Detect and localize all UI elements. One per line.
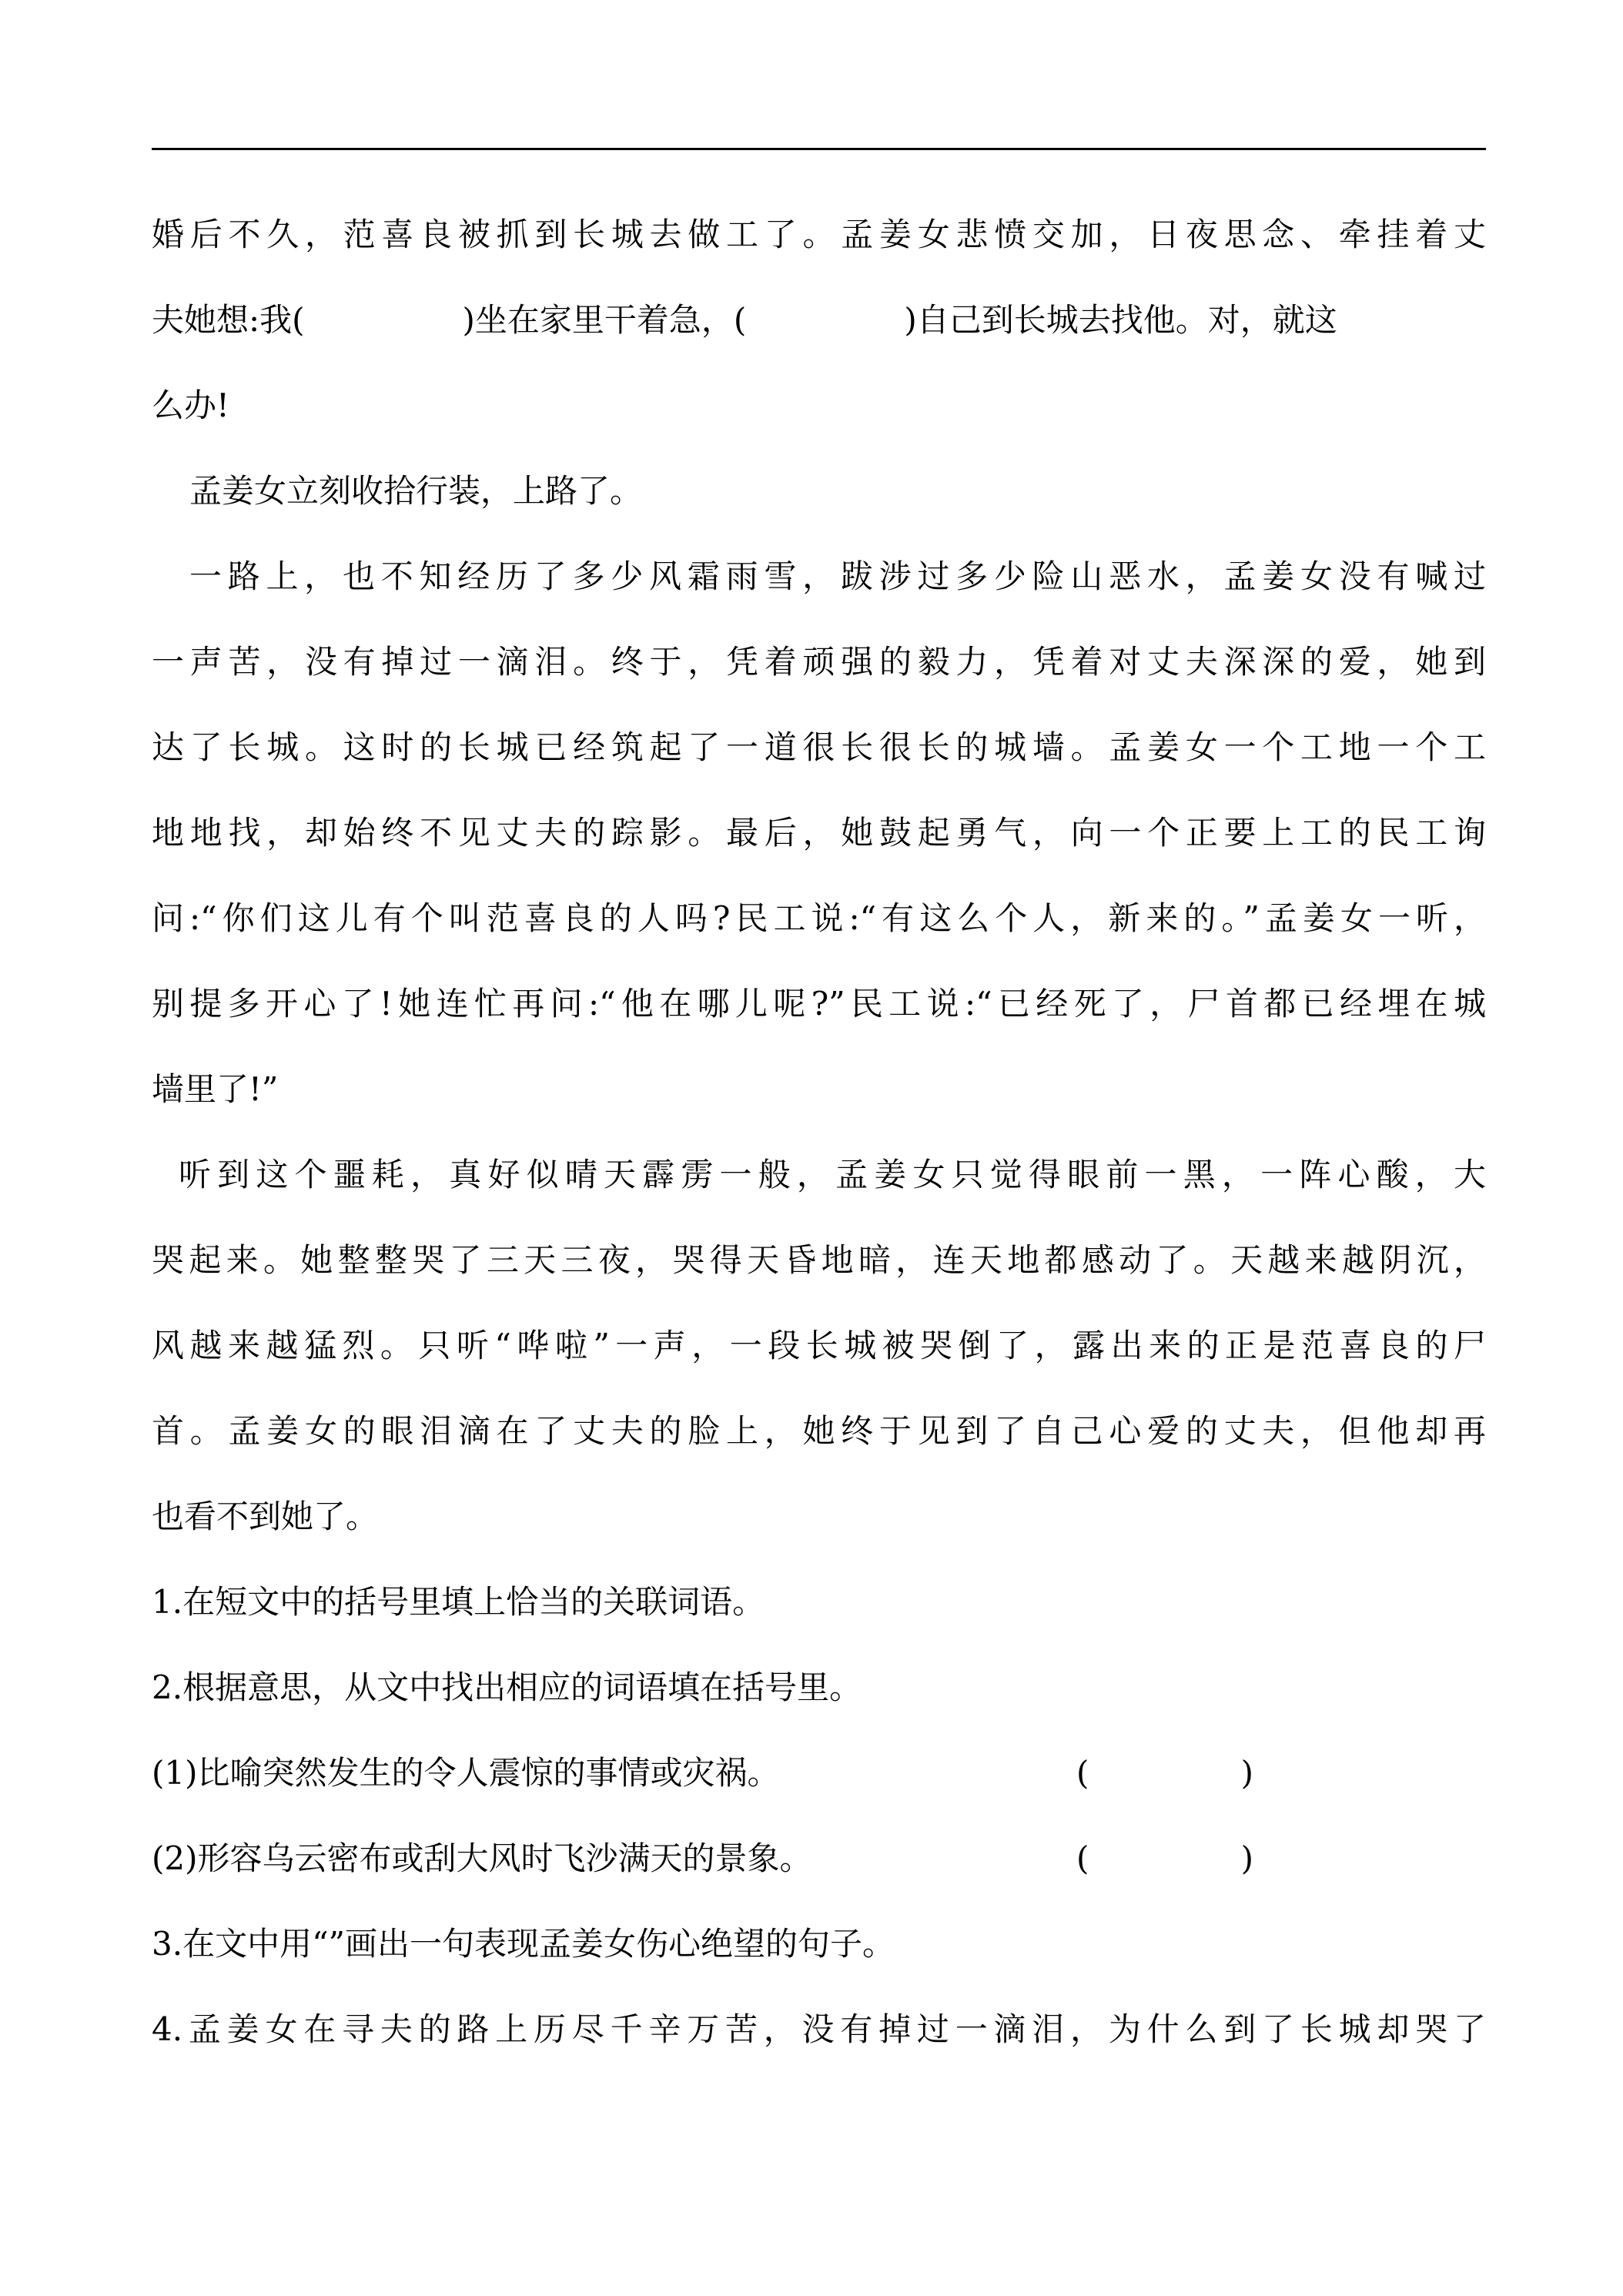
para4-line1: 听到这个噩耗，真好似晴天霹雳一般，孟姜女只觉得眼前一黑，一阵心酸，大 [179,1156,1486,1193]
para4-line2: 哭起来。她整整哭了三天三夜，哭得天昏地暗，连天地都感动了。天越来越阴沉， [152,1241,1486,1279]
question-3: 3.在文中用“”画出一句表现孟姜女伤心绝望的句子。 [152,1925,895,1963]
answer-blank-2-2[interactable] [1076,1828,1253,1889]
para1-line1: 婚后不久，范喜良被抓到长城去做工了。孟姜女悲愤交加，日夜思念、牵挂着丈 [152,216,1486,253]
para3-line4: 地地找，却始终不见丈夫的踪影。最后，她鼓起勇气，向一个正要上工的民工询 [152,814,1486,852]
para3-line2: 一声苦，没有掉过一滴泪。终于，凭着顽强的毅力，凭着对丈夫深深的爱，她到 [152,643,1486,681]
header-rule [152,148,1486,150]
para1-line3: 么办! [152,387,229,424]
question-2-2: (2)形容乌云密布或刮大风时飞沙满天的景象。 [152,1839,812,1877]
para1-line2-c: )自己到长城去找他。对，就这 [904,301,1337,339]
question-4: 4.孟姜女在寻夫的路上历尽千辛万苦，没有掉过一滴泪，为什么到了长城却哭了 [152,2010,1486,2048]
para1-line2 [152,290,1486,351]
para3-line1: 一路上，也不知经历了多少风霜雨雪，跋涉过多少险山恶水，孟姜女没有喊过 [189,557,1486,595]
question-1: 1.在短文中的括号里填上恰当的关联词语。 [152,1583,765,1621]
para3-line6: 别提多开心了!她连忙再问:“他在哪儿呢?”民工说:“已经死了，尸首都已经埋在城 [152,985,1486,1022]
answer-paren-close: ) [1240,1754,1253,1792]
answer-paren-open: ( [1076,1839,1089,1877]
answer-blank-2-1[interactable] [1076,1742,1253,1804]
para4-line3: 风越来越猛烈。只听“哗啦”一声，一段长城被哭倒了，露出来的正是范喜良的尸 [152,1327,1486,1364]
para1-line2-b: )坐在家里干着急，( [462,301,747,339]
para4-line5: 也看不到她了。 [152,1498,379,1535]
para2-line1: 孟姜女立刻收拾行装，上路了。 [189,472,643,510]
para3-line5: 问:“你们这儿有个叫范喜良的人吗?民工说:“有这么个人，新来的。”孟姜女一听， [152,899,1486,937]
question-2: 2.根据意思，从文中找出相应的词语填在括号里。 [152,1668,862,1706]
answer-paren-close: ) [1240,1839,1253,1877]
question-2-1: (1)比喻突然发生的令人震惊的事情或灾祸。 [152,1754,780,1792]
para4-line4: 首。孟姜女的眼泪滴在了丈夫的脸上，她终于见到了自己心爱的丈夫，但他却再 [152,1412,1486,1450]
para3-line7: 墙里了!” [152,1070,279,1108]
para1-line2-a: 夫她想:我( [152,301,305,339]
answer-paren-open: ( [1076,1754,1089,1792]
para3-line3: 达了长城。这时的长城已经筑起了一道很长很长的城墙。孟姜女一个工地一个工 [152,728,1486,766]
